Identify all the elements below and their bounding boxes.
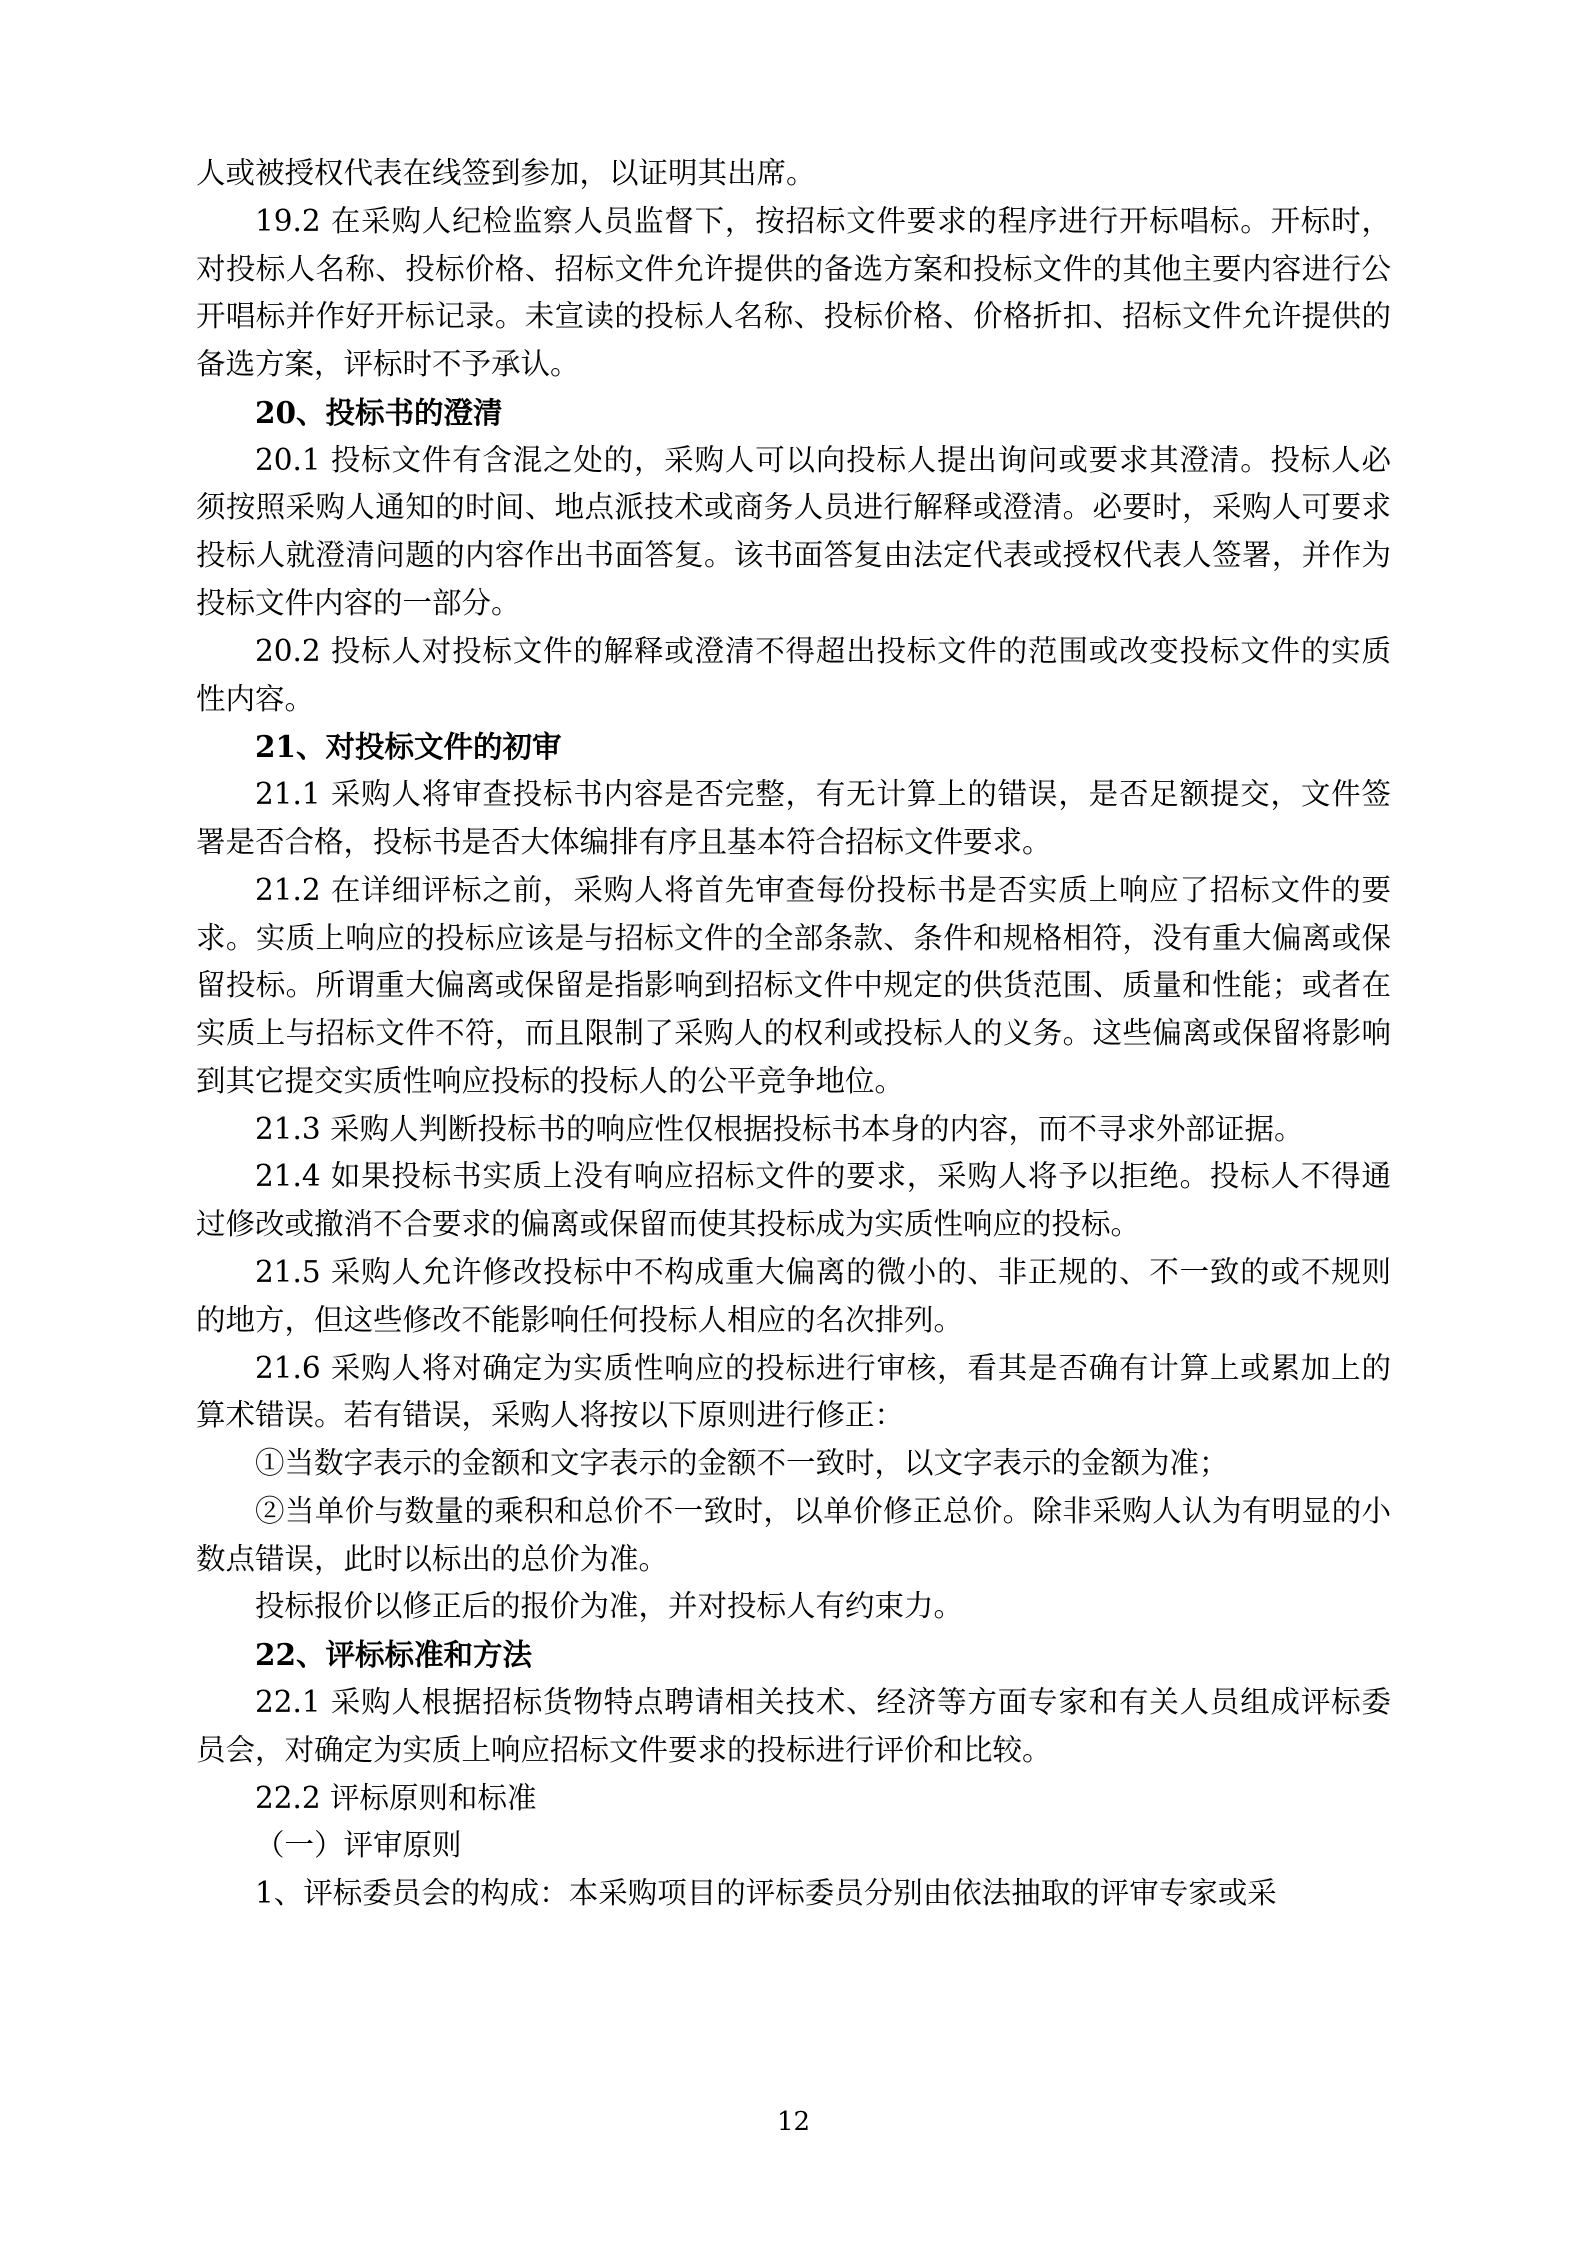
paragraph: 21.6 采购人将对确定为实质性响应的投标进行审核，看其是否确有计算上或累加上的算术错误。若有错误，采购人将按以下原则进行修正： [196, 1350, 1391, 1433]
paragraph: 投标报价以修正后的报价为准，并对投标人有约束力。 [255, 1589, 964, 1624]
paragraph: 21.2 在详细评标之前，采购人将首先审查每份投标书是否实质上响应了招标文件的要求。实质上响应的投标应该是与招标文件的全部条款、条件和规格相符，没有重大偏离或保留投标。所谓重大偏离或保留是指影响到招标文件中规定的供货范围、质量和性能；或者在实质上与招标文件不符，而且限制了采购人的权利或投标人的义务。这些偏离或保留将影响到其它提交实质性响应投标的投标人的公平竞争地位。 [196, 872, 1391, 1098]
list-item: ①当数字表示的金额和文字表示的金额不一致时，以文字表示的金额为准； [255, 1446, 1229, 1481]
section-heading: 20、投标书的澄清 [255, 394, 503, 430]
paragraph: 1、评标委员会的构成：本采购项目的评标委员分别由依法抽取的评审专家或采 [255, 1876, 1277, 1911]
paragraph: 人或被授权代表在线签到参加，以证明其出席。 [196, 156, 816, 190]
paragraph: 21.5 采购人允许修改投标中不构成重大偏离的微小的、非正规的、不一致的或不规则的地方，但这些修改不能影响任何投标人相应的名次排列。 [196, 1254, 1391, 1337]
paragraph: （一）评审原则 [255, 1828, 462, 1863]
paragraph: 21.1 采购人将审查投标书内容是否完整，有无计算上的错误，是否足额提交，文件签署是否合格，投标书是否大体编排有序且基本符合招标文件要求。 [196, 777, 1391, 859]
paragraph: 21.3 采购人判断投标书的响应性仅根据投标书本身的内容，而不寻求外部证据。 [255, 1111, 1304, 1146]
paragraph: 22.1 采购人根据招标货物特点聘请相关技术、经济等方面专家和有关人员组成评标委员会，对确定为实质上响应招标文件要求的投标进行评价和比较。 [196, 1685, 1391, 1767]
paragraph: 19.2 在采购人纪检监察人员监督下，按招标文件要求的程序进行开标唱标。开标时，对投标人名称、投标价格、招标文件允许提供的备选方案和投标文件的其他主要内容进行公开唱标并作好开标记录。未宣读的投标人名称、投标价格、价格折扣、招标文件允许提供的备选方案，评标时不予承认。 [196, 203, 1391, 382]
paragraph: 20.1 投标文件有含混之处的，采购人可以向投标人提出询问或要求其澄清。投标人必须按照采购人通知的时间、地点派技术或商务人员进行解释或澄清。必要时，采购人可要求投标人就澄清问题的内容作出书面答复。该书面答复由法定代表或授权代表人签署，并作为投标文件内容的一部分。 [196, 442, 1391, 621]
page-number: 12 [776, 2107, 811, 2137]
paragraph: 20.2 投标人对投标文件的解释或澄清不得超出投标文件的范围或改变投标文件的实质性内容。 [196, 633, 1391, 716]
document-body [196, 150, 1391, 1918]
paragraph: 22.2 评标原则和标准 [255, 1780, 537, 1815]
list-item: ②当单价与数量的乘积和总价不一致时，以单价修正总价。除非采购人认为有明显的小数点错误，此时以标出的总价为准。 [196, 1493, 1391, 1576]
section-heading: 22、评标标准和方法 [255, 1637, 533, 1673]
paragraph: 21.4 如果投标书实质上没有响应招标文件的要求，采购人将予以拒绝。投标人不得通过修改或撤消不合要求的偏离或保留而使其投标成为实质性响应的投标。 [196, 1159, 1391, 1242]
section-heading: 21、对投标文件的初审 [255, 729, 562, 765]
